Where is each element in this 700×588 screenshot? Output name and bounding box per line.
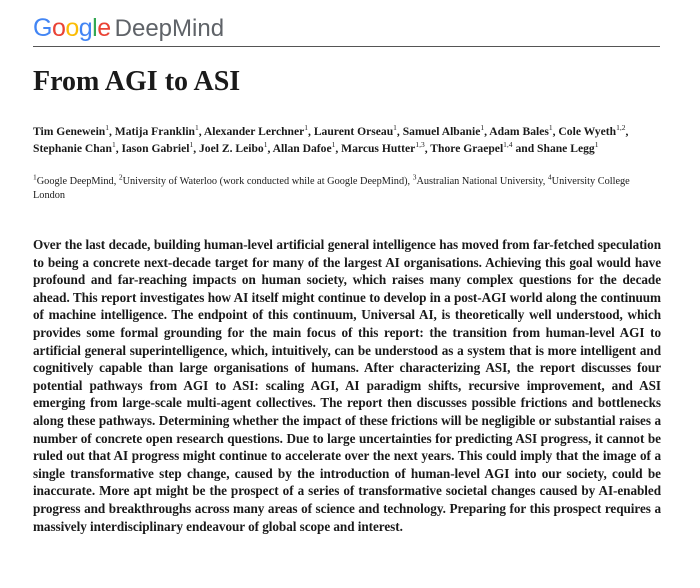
author-name: Allan Dafoe [272,142,332,156]
author-affiliation-mark: 1 [393,123,397,133]
logo-letter: o [51,14,66,42]
abstract: Over the last decade, building human-level artificial general intelligence has moved from far-fetched speculation to being a concrete next-decade target for many of the largest AI organisations. Achieving this goal would have profound and far-reaching impacts on human society, which raises many complex questions for the decade ahead. This report investigates how AI itself might continue to develop in a post-AGI world along the continuum of machine intelligence. The endpoint of this continuum, Universal AI, is theoretically well understood, which provides some formal grounding for the main focus of this report: the transition from human-level AGI to artificial general superintelligence, which, intuitively, can be understood as a system that is more intelligent and cognitively capable than large organisations of humans. After characterizing ASI, the report discusses four potential pathways from AGI to ASI: scaling AGI, AI paradigm shifts, recursive improvement, and ASI emerging from large-scale multi-agent collectives. The report then discusses possible frictions and bottlenecks along these pathways. Determining whether the impact of these frictions will be negligible or substantial raises a number of concrete open research questions. Due to large uncertainties for predicting ASI progress, it cannot be ruled out that AI progress might continue to accelerate over the next years. This could imply that the image of a single transformative step change, caused by the introduction of human-level AGI into our society, could be inaccurate. More apt might be the prospect of a series of transformative societal changes caused by AI-enabled progress and breakthroughs across many areas of science and technology. Preparing for this prospect requires a massively interdisciplinary endeavour of global scope and interest. [33,237,661,534]
author-affiliation-mark: 1,3 [415,140,425,150]
logo-letter: l [92,14,98,42]
affiliation-number: 3 [412,172,417,182]
author-affiliation-mark: 1 [480,123,485,133]
affiliation-number: 4 [547,172,552,182]
author-affiliation-mark: 1,2 [616,123,626,133]
author-name: Marcus Hutter [341,142,416,156]
affiliation-name: University of Waterloo (work conducted while at Google DeepMind) [122,176,408,187]
affiliation-list: $^1$Google DeepMind, $^2$University of Waterloo (work conducted while at Google DeepMind), $^3$Australian National University, $^4$University College London [33,172,630,201]
logo-letter: g [78,14,93,42]
author-name: Cole Wyeth [558,125,617,138]
logo-letter: e [97,14,111,42]
affiliation-name: University College London [33,176,630,201]
header-divider [33,46,660,47]
affiliation-number: 2 [118,172,123,182]
author-name: Adam Bales [489,125,549,138]
logo-letter: o [65,14,79,42]
author-name: Laurent Orseau [313,125,394,138]
google-deepmind-logo [33,14,224,44]
author-name: Tim Genewein [33,125,106,138]
author-name: Samuel Albanie [402,125,481,138]
author-affiliation-mark: 1,4 [503,140,513,150]
affiliation-name: Google DeepMind [36,176,114,187]
logo-letter: G [33,14,52,42]
author-affiliation-mark: 1 [331,140,336,150]
author-name: Stephanie Chan [33,142,112,156]
paper-title: From AGI to ASI [33,66,241,97]
author-affiliation-mark: 1 [111,140,116,150]
author-list: Tim Genewein$^1$, Matija Franklin$^1$, Alexander Lerchner$^1$, Laurent Orseau$^1$, Samuel Albanie$^1$, Adam Bales$^1$, Cole Wyeth$^{1,2}$, Stephanie Chan$^1$, Iason Gabriel$^1$, Joel Z. Leibo$^1$, Allan Dafoe$^1$, Marcus Hutter$^{1,3}$, Thore Graepel$^{1,4}$ and Shane Legg$^1$ [33,123,629,156]
author-affiliation-mark: 1 [189,140,194,150]
author-affiliation-mark: 1 [105,123,109,133]
author-affiliation-mark: 1 [263,140,268,150]
author-name: Iason Gabriel [121,142,190,156]
author-affiliation-mark: 1 [548,123,553,133]
author-affiliation-mark: 1 [195,123,199,133]
deepmind-wordmark: DeepMind [114,15,225,42]
author-affiliation-mark: 1 [304,123,309,133]
author-affiliation-mark: 1 [594,140,599,150]
affiliation-name: Australian National University [416,176,543,187]
affiliation-number: 1 [33,172,37,182]
author-name: Shane Legg [537,142,595,156]
author-name: Alexander Lerchner [203,125,305,138]
author-name: Matija Franklin [114,125,195,138]
google-wordmark [33,14,111,43]
author-name: Thore Graepel [430,142,504,156]
author-name: Joel Z. Leibo [199,142,264,156]
